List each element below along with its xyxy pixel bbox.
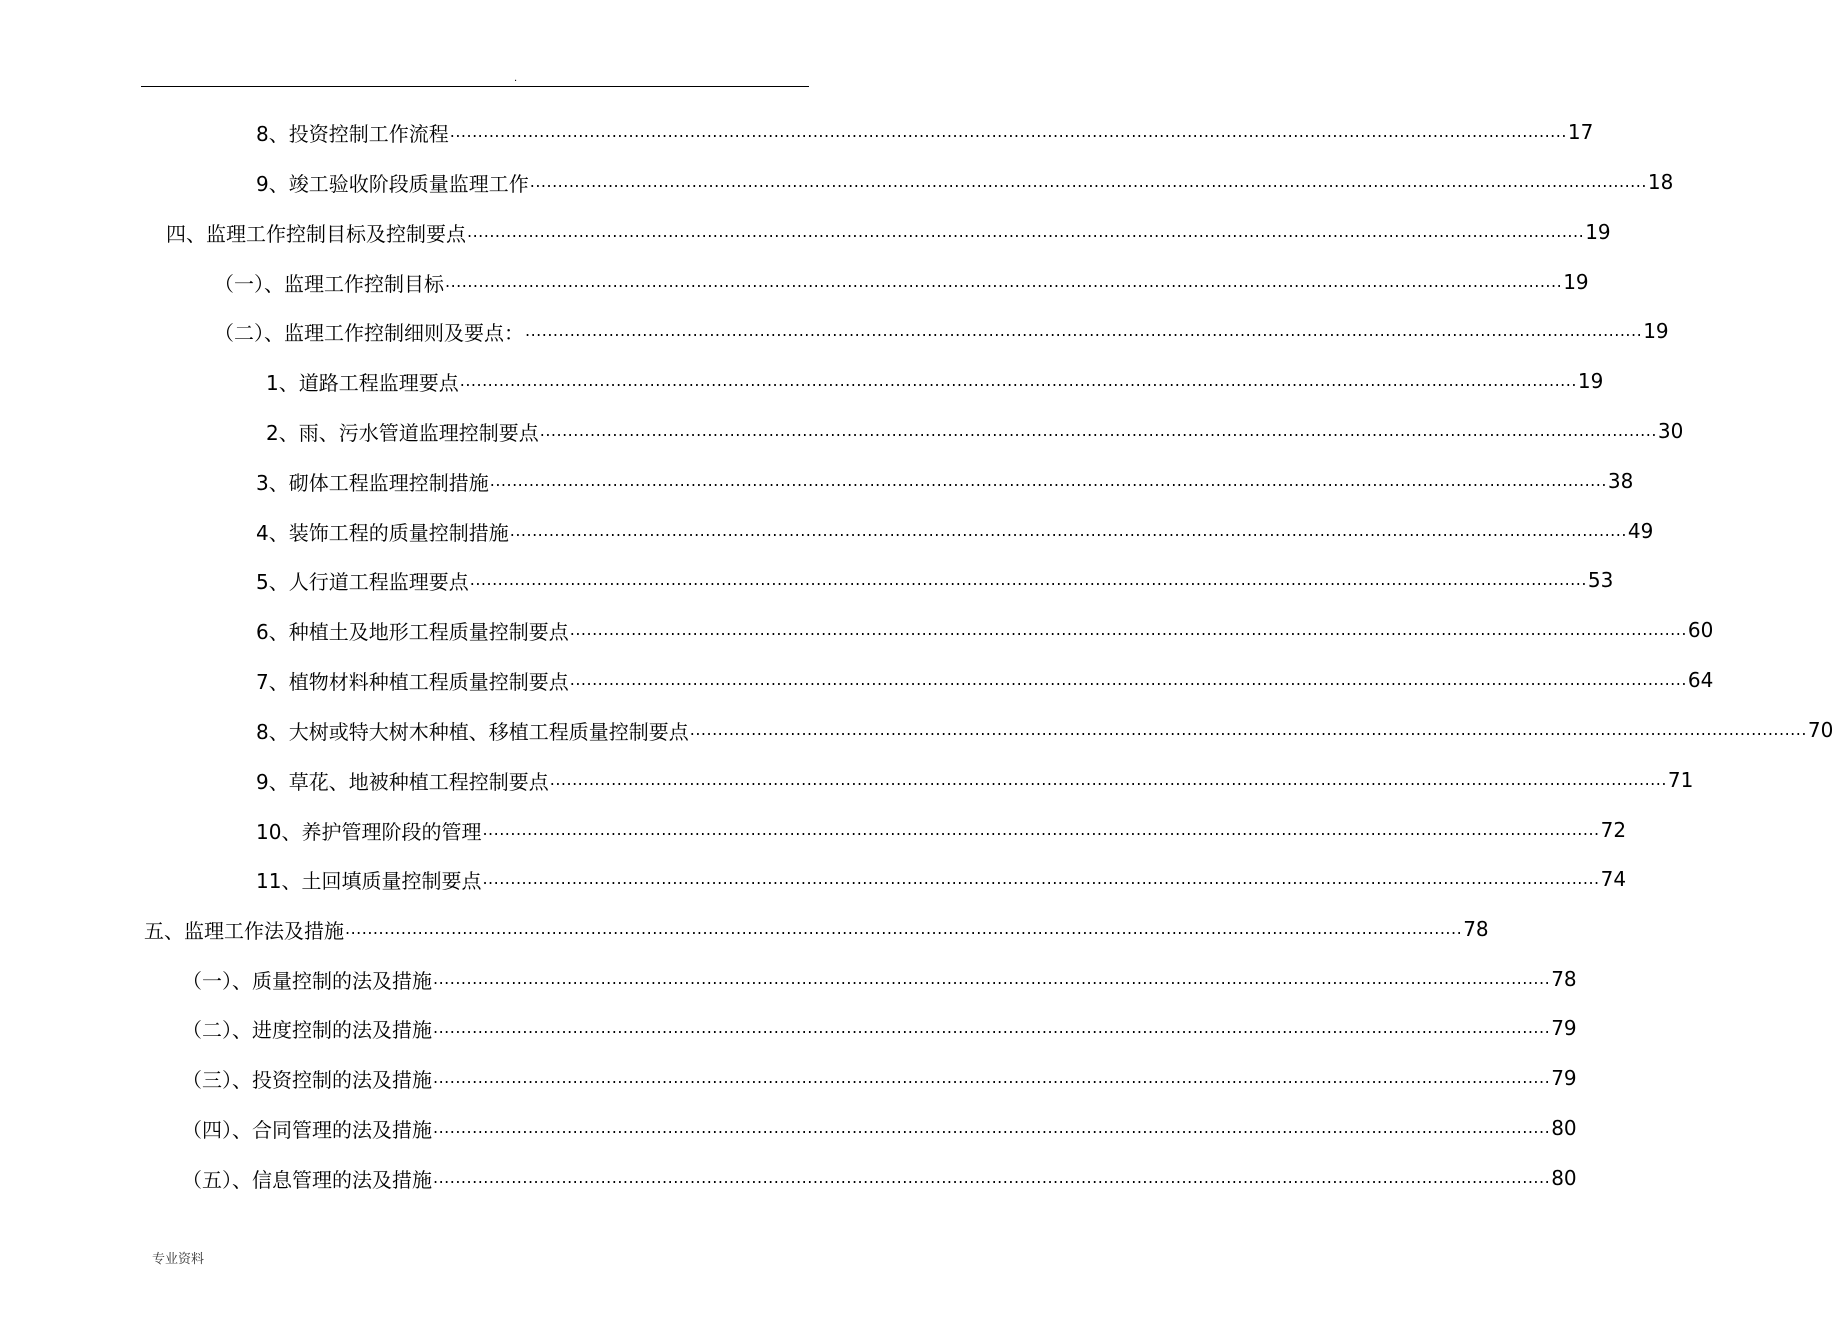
toc-dot-leader: ........................................................................................................................................................................................................ [445,272,1563,291]
toc-entry[interactable] [144,914,1489,944]
toc-dot-leader: ........................................................................................................................................................................................................ [433,1018,1551,1037]
toc-entry-label: 1、道路工程监理要点 [266,370,459,395]
toc-entry-page: 78 [1463,917,1489,941]
toc-entry[interactable] [256,516,1654,546]
toc-dot-leader: ........................................................................................................................................................................................................ [549,770,1667,789]
toc-dot-leader: ........................................................................................................................................................................................................ [509,521,1627,540]
toc-entry-page: 80 [1551,1166,1577,1190]
toc-entry-label: 8、大树或特大树木种植、移植工程质量控制要点 [256,719,689,744]
toc-entry[interactable] [256,815,1627,845]
toc-dot-leader: ........................................................................................................................................................................................................ [482,820,1600,839]
toc-entry-label: 五、监理工作法及措施 [144,918,344,943]
toc-dot-leader: ........................................................................................................................................................................................................ [345,919,1463,938]
toc-entry[interactable] [182,1063,1577,1093]
toc-dot-leader: ........................................................................................................................................................................................................ [433,969,1551,988]
toc-entry[interactable] [256,117,1594,147]
toc-entry[interactable] [182,1163,1577,1193]
toc-entry-page: 79 [1551,1066,1577,1090]
toc-entry[interactable] [256,615,1714,645]
toc-entry[interactable] [256,765,1694,795]
toc-entry[interactable] [182,1013,1577,1043]
toc-entry[interactable] [256,167,1674,197]
toc-entry-page: 19 [1643,319,1669,343]
toc-dot-leader: ........................................................................................................................................................................................................ [433,1168,1551,1187]
toc-entry-label: 4、装饰工程的质量控制措施 [256,520,509,545]
toc-entry-label: （二）、进度控制的法及措施 [182,1017,432,1042]
toc-entry-page: 18 [1647,170,1674,194]
toc-entry-label: 9、草花、地被种植工程控制要点 [256,769,549,794]
toc-entry-label: 6、种植土及地形工程质量控制要点 [256,619,569,644]
toc-entry-label: （三）、投资控制的法及措施 [182,1067,432,1092]
toc-entry[interactable] [256,466,1634,496]
toc-entry-label: 11、土回填质量控制要点 [256,868,482,893]
toc-entry-page: 19 [1577,369,1604,393]
toc-entry-page: 74 [1600,867,1627,891]
toc-entry[interactable] [166,217,1611,247]
toc-dot-leader: ........................................................................................................................................................................................................ [569,620,1687,639]
toc-entry-page: 78 [1551,967,1577,991]
footer-label: 专业资料 [152,1252,205,1267]
toc-dot-leader: ........................................................................................................................................................................................................ [469,570,1587,589]
header-rule [141,86,809,87]
header-mark: . [514,73,518,84]
toc-entry-page: 72 [1600,818,1627,842]
toc-entry[interactable] [256,665,1714,695]
toc-entry-label: （四）、合同管理的法及措施 [182,1117,432,1142]
toc-entry[interactable] [256,864,1627,894]
toc-entry[interactable] [256,715,1833,745]
toc-entry-label: 3、砌体工程监理控制措施 [256,470,489,495]
toc-entry[interactable] [266,416,1684,446]
toc-entry-label: 7、植物材料种植工程质量控制要点 [256,669,569,694]
toc-entry-page: 80 [1551,1116,1577,1140]
toc-entry-page: 60 [1687,618,1714,642]
toc-entry-label: 9、竣工验收阶段质量监理工作 [256,171,529,196]
toc-dot-leader: ........................................................................................................................................................................................................ [467,222,1585,241]
toc-entry[interactable] [214,316,1669,346]
toc-entry-page: 19 [1563,270,1589,294]
toc-dot-leader: ........................................................................................................................................................................................................ [449,122,1567,141]
toc-entry-page: 53 [1587,568,1614,592]
toc-entry[interactable] [214,267,1589,297]
toc-dot-leader: ........................................................................................................................................................................................................ [569,670,1687,689]
toc-entry-page: 64 [1687,668,1714,692]
toc-entry[interactable] [182,1113,1577,1143]
toc-dot-leader: ........................................................................................................................................................................................................ [433,1118,1551,1137]
toc-dot-leader: ........................................................................................................................................................................................................ [459,371,1577,390]
toc-entry[interactable] [182,964,1577,994]
toc-entry-page: 70 [1807,718,1833,742]
toc-entry-label: （五）、信息管理的法及措施 [182,1167,432,1192]
toc-dot-leader: ........................................................................................................................................................................................................ [689,720,1807,739]
toc-entry[interactable] [266,366,1604,396]
toc-entry-page: 19 [1585,220,1611,244]
toc-dot-leader: ........................................................................................................................................................................................................ [433,1068,1551,1087]
toc-entry-page: 79 [1551,1016,1577,1040]
toc-entry-label: 四、监理工作控制目标及控制要点 [166,221,466,246]
toc-dot-leader: ........................................................................................................................................................................................................ [525,321,1643,340]
toc-entry-page: 71 [1667,768,1694,792]
toc-entry[interactable] [256,565,1614,595]
toc-entry-page: 49 [1627,519,1654,543]
toc-entry-label: 8、投资控制工作流程 [256,121,449,146]
toc-dot-leader: ........................................................................................................................................................................................................ [529,172,1647,191]
toc-dot-leader: ........................................................................................................................................................................................................ [539,421,1657,440]
toc-entry-label: （二）、监理工作控制细则及要点： [214,320,524,345]
toc-entry-label: 5、人行道工程监理要点 [256,569,469,594]
toc-entry-label: 10、养护管理阶段的管理 [256,819,482,844]
toc-dot-leader: ........................................................................................................................................................................................................ [482,869,1600,888]
toc-entry-label: （一）、质量控制的法及措施 [182,968,432,993]
toc-entry-page: 30 [1657,419,1684,443]
toc-entry-page: 17 [1567,120,1594,144]
toc-entry-page: 38 [1607,469,1634,493]
toc-entry-label: 2、雨、污水管道监理控制要点 [266,420,539,445]
toc-dot-leader: ........................................................................................................................................................................................................ [489,471,1607,490]
toc-entry-label: （一）、监理工作控制目标 [214,271,444,296]
